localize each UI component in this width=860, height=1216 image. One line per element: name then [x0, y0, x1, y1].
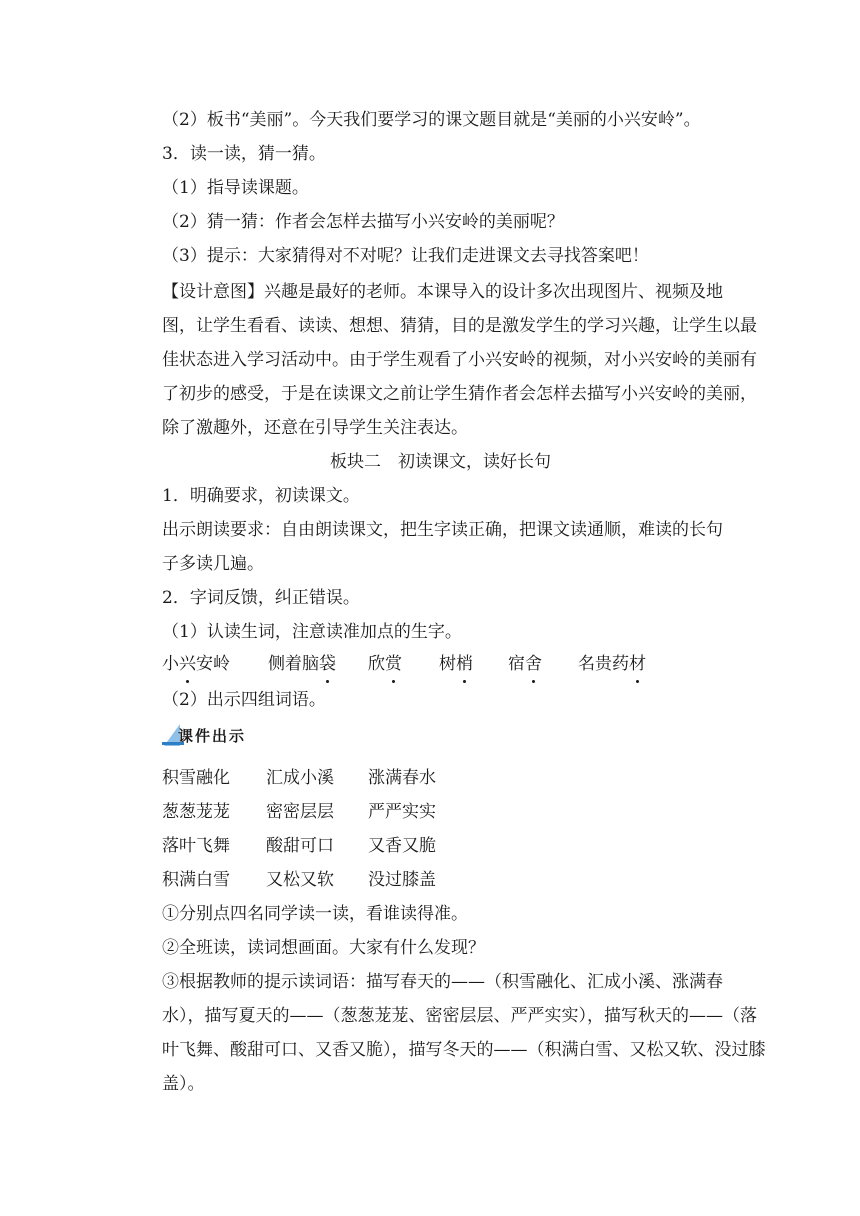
paragraph: ②全班读，读词想画面。大家有什么发现？: [162, 938, 485, 958]
paragraph: （1）认读生词，注意读准加点的生字。: [162, 622, 462, 642]
paragraph: 1．明确要求，初读课文。: [162, 486, 360, 506]
paragraph: 叶飞舞、酸甜可口、又香又脆），描写冬天的——（积满白雪、又松又软、没过膝: [162, 1040, 766, 1060]
word-cell: 落叶飞舞: [162, 836, 230, 856]
courseware-label: 课件出示: [162, 722, 282, 752]
paragraph: 子多读几遍。: [162, 554, 264, 574]
vocab-word: 宿舍: [508, 654, 542, 674]
word-cell: 严严实实: [368, 802, 436, 822]
paragraph: （2）板书“美丽”。今天我们要学习的课文题目就是“美丽的小兴安岭”。: [162, 110, 701, 130]
design-intent-line: 【设计意图】兴趣是最好的老师。本课导入的设计多次出现图片、视频及地: [162, 282, 723, 302]
paragraph: （2）出示四组词语。: [162, 690, 326, 710]
design-intent-line: 佳状态进入学习活动中。由于学生观看了小兴安岭的视频，对小兴安岭的美丽有: [162, 350, 757, 370]
vocab-word: 树梢: [439, 654, 473, 674]
word-cell: 酸甜可口: [266, 836, 334, 856]
paragraph: （2）猜一猜：作者会怎样去描写小兴安岭的美丽呢？: [162, 212, 564, 232]
word-cell: 又香又脆: [368, 836, 436, 856]
word-cell: 没过膝盖: [368, 870, 436, 890]
paragraph: 3．读一读，猜一猜。: [162, 144, 326, 164]
word-cell: 葱葱茏茏: [162, 802, 230, 822]
paragraph: 2．字词反馈，纠正错误。: [162, 588, 360, 608]
paragraph: ①分别点四名同学读一读，看谁读得准。: [162, 904, 468, 924]
design-intent-line: 图，让学生看看、读读、想想、猜猜，目的是激发学生的学习兴趣，让学生以最: [162, 316, 757, 336]
design-intent-line: 了初步的感受，于是在读课文之前让学生猜作者会怎样去描写小兴安岭的美丽，: [162, 384, 757, 404]
vocab-word: 小兴安岭: [162, 654, 230, 674]
vocab-word: 名贵药材: [578, 654, 646, 674]
paragraph: 水），描写夏天的——（葱葱茏茏、密密层层、严严实实），描写秋天的——（落: [162, 1006, 757, 1026]
section-title: 板块二 初读课文，读好长句: [330, 452, 551, 472]
design-intent-line: 除了激趣外，还意在引导学生关注表达。: [162, 418, 468, 438]
word-cell: 积雪融化: [162, 768, 230, 788]
paragraph: ③根据教师的提示读词语：描写春天的——（积雪融化、汇成小溪、涨满春: [162, 972, 723, 992]
word-cell: 密密层层: [266, 802, 334, 822]
word-cell: 又松又软: [266, 870, 334, 890]
word-cell: 涨满春水: [368, 768, 436, 788]
paragraph: 出示朗读要求：自由朗读课文，把生字读正确，把课文读通顺，难读的长句: [162, 520, 723, 540]
vocab-word: 欣赏: [368, 654, 402, 674]
paragraph: （1）指导读课题。: [162, 178, 309, 198]
paragraph: （3）提示：大家猜得对不对呢？让我们走进课文去寻找答案吧！: [162, 246, 649, 266]
vocab-word: 侧着脑袋: [268, 654, 336, 674]
word-cell: 汇成小溪: [266, 768, 334, 788]
paragraph: 盖）。: [162, 1074, 205, 1094]
word-cell: 积满白雪: [162, 870, 230, 890]
